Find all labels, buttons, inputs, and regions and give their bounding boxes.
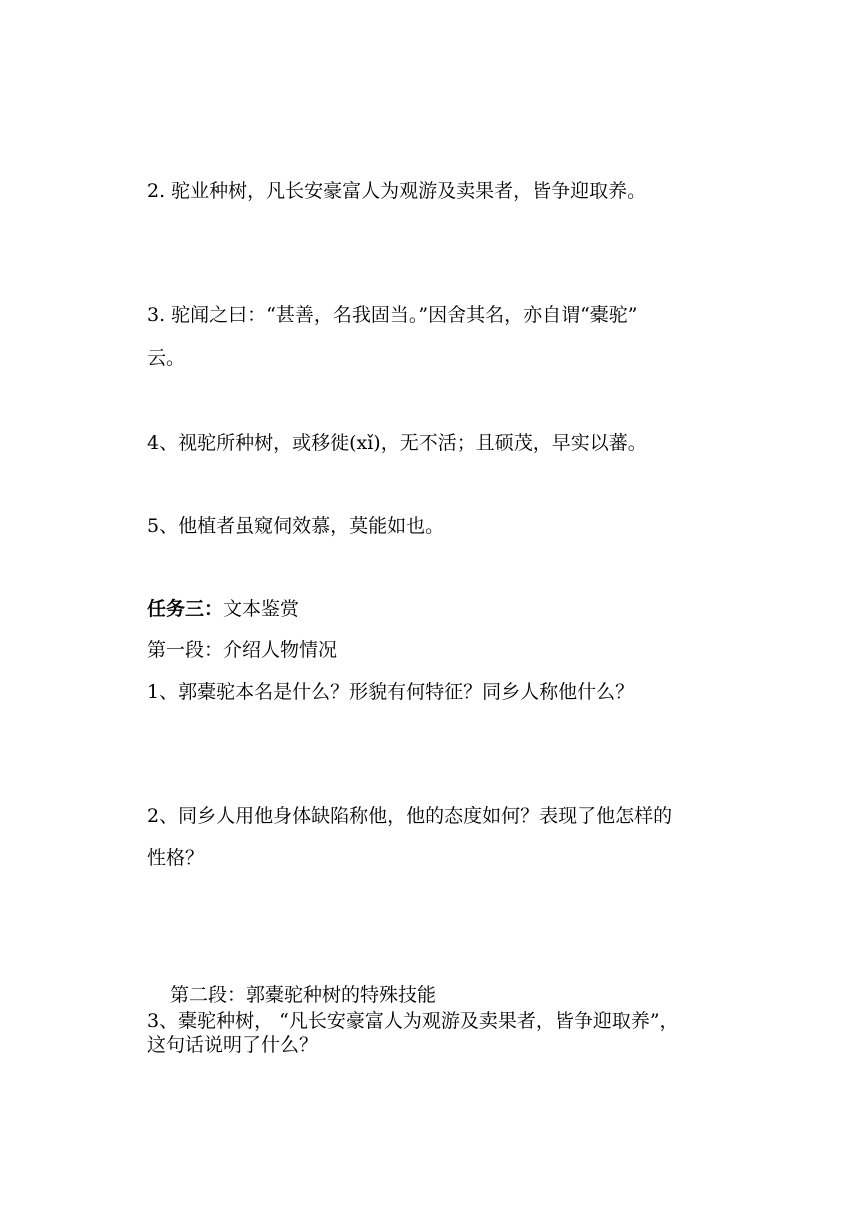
translation-item-3-line-2: 云。 [147, 347, 186, 369]
question-2-line-1: 2、同乡人用他身体缺陷称他，他的态度如何？表现了他怎样的 [147, 805, 673, 827]
translation-item-2: 2. 驼业种树，凡长安豪富人为观游及卖果者，皆争迎取养。 [147, 180, 647, 202]
question-1: 1、郭橐驼本名是什么？形貌有何特征？同乡人称他什么？ [147, 681, 635, 703]
translation-item-3-line-1: 3. 驼闻之曰：“甚善，名我固当。”因舍其名，亦自谓“橐驼” [147, 304, 638, 326]
task3-heading: 任务三： [147, 598, 224, 620]
section-1-title: 第一段：介绍人物情况 [147, 639, 338, 661]
task3-heading-line [147, 598, 299, 620]
task3-heading-rest: 文本鉴赏 [223, 598, 300, 620]
translation-item-4: 4、视驼所种树，或移徙(xǐ)，无不活；且硕茂，早实以蕃。 [147, 432, 647, 454]
translation-item-5: 5、他植者虽窥伺效慕，莫能如也。 [147, 515, 445, 537]
section-2-title: 第二段：郭橐驼种树的特殊技能 [170, 984, 437, 1006]
question-3-line-1: 3、橐驼种树， “凡长安豪富人为观游及卖果者，皆争迎取养”， [147, 1010, 679, 1032]
question-3-line-2: 这句话说明了什么？ [147, 1034, 319, 1056]
question-2-line-2: 性格？ [147, 847, 205, 869]
